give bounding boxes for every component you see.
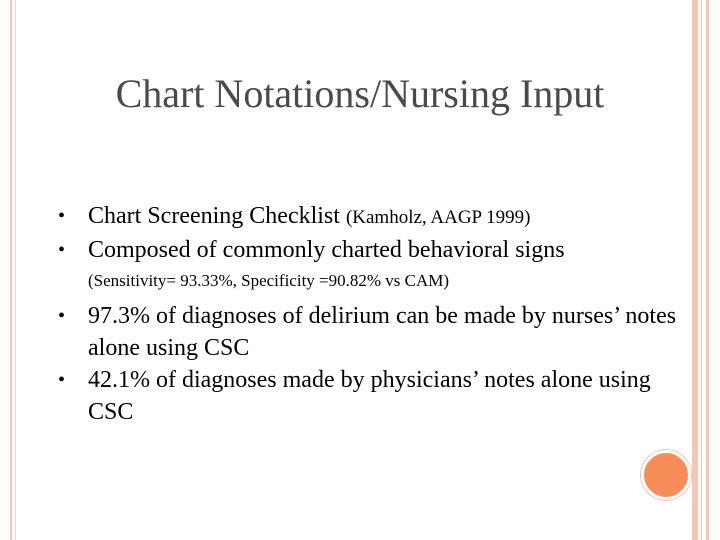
bullet-dot: •	[58, 369, 66, 391]
bullet-citation: (Kamholz, AAGP 1999)	[345, 207, 531, 228]
bullet-text: Chart Screening Checklist	[88, 203, 340, 229]
bullet-dot: •	[58, 305, 66, 327]
bullet-dot: •	[58, 239, 66, 261]
slide-title: Chart Notations/Nursing Input	[115, 71, 605, 116]
bullet-text: Composed of commonly charted behavioral signs	[88, 237, 565, 263]
left-border-line	[10, 0, 12, 540]
bullet-item	[58, 200, 678, 234]
bullet-dot: •	[58, 205, 66, 227]
bullet-text: 42.1% of diagnoses made by physicians’ notes alone using CSC	[88, 367, 651, 425]
bullet-item	[58, 300, 678, 364]
right-border-band	[692, 0, 698, 540]
left-border-line-inner	[15, 0, 16, 540]
decorative-circle	[641, 450, 691, 500]
bullet-item	[58, 364, 678, 428]
sub-note: (Sensitivity= 93.33%, Specificity =90.82% vs CAM)	[88, 271, 450, 290]
bullet-text: 97.3% of diagnoses of delirium can be made by nurses’ notes alone using CSC	[88, 303, 677, 361]
right-border-line-outer	[706, 0, 709, 540]
right-border-line	[701, 0, 702, 540]
slide-content	[58, 200, 678, 428]
bullet-item	[58, 234, 678, 266]
